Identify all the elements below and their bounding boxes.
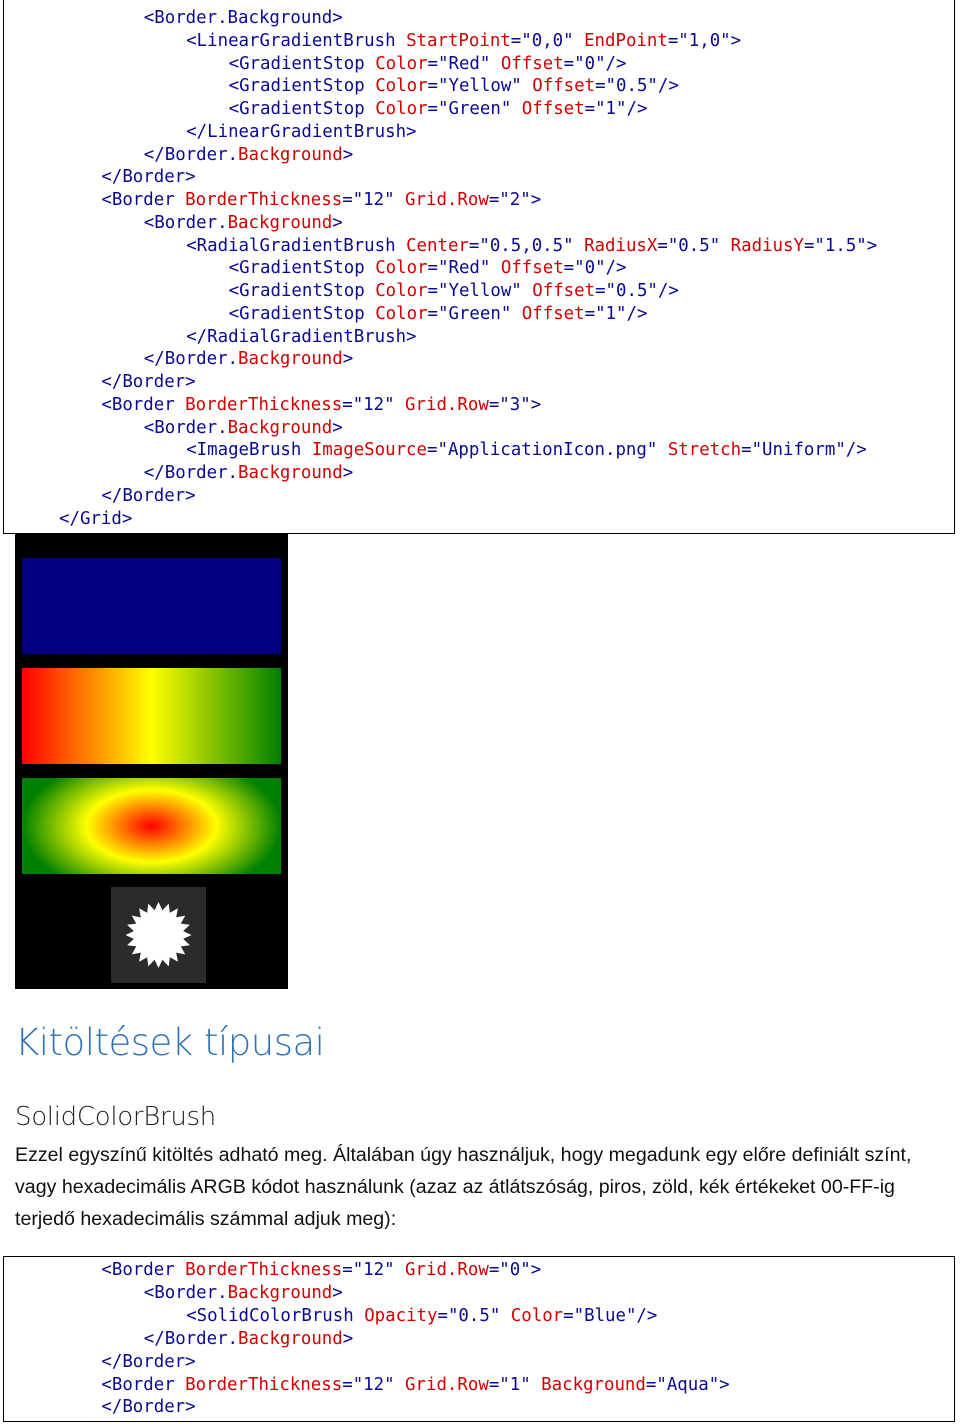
code-token: BorderThickness bbox=[185, 190, 343, 210]
phone-preview bbox=[15, 534, 288, 989]
linear-gradient-cell bbox=[22, 668, 281, 764]
code-token: Background bbox=[541, 1374, 646, 1395]
code-token: </Border. bbox=[143, 349, 239, 370]
sunburst-icon bbox=[111, 887, 206, 983]
code-token: > bbox=[342, 463, 354, 483]
code-token: Background bbox=[238, 144, 343, 165]
code-line bbox=[101, 371, 195, 393]
code-line bbox=[186, 439, 867, 461]
code-token: <Border.Background> bbox=[143, 8, 343, 28]
code-token: ="0"> bbox=[488, 1260, 542, 1280]
code-line bbox=[229, 303, 648, 325]
image-brush-cell bbox=[22, 886, 281, 982]
code-line bbox=[186, 326, 416, 348]
code-token: BorderThickness bbox=[185, 1260, 343, 1280]
code-token: </Border> bbox=[101, 167, 196, 188]
code-token: </Border> bbox=[101, 1397, 196, 1418]
code-line bbox=[144, 417, 343, 439]
code-token: > bbox=[332, 1282, 343, 1303]
code-token: <LinearGradientBrush bbox=[186, 30, 407, 51]
code-token: Background bbox=[238, 463, 343, 483]
code-line bbox=[186, 1305, 657, 1327]
code-token: </Border. bbox=[143, 144, 239, 165]
code-token: Opacity bbox=[364, 1305, 438, 1326]
code-token: ="1"/> bbox=[584, 99, 648, 119]
code-line bbox=[186, 30, 741, 52]
code-token: Offset bbox=[500, 53, 564, 74]
code-line bbox=[144, 1282, 343, 1304]
code-token: <Border bbox=[101, 394, 186, 415]
code-token: Offset bbox=[532, 281, 596, 301]
code-line bbox=[101, 189, 541, 211]
code-token: Color bbox=[375, 303, 428, 324]
code-token: <GradientStop bbox=[228, 99, 376, 119]
code-block-bottom bbox=[3, 1256, 955, 1422]
code-token: Color bbox=[375, 76, 428, 97]
code-token: <GradientStop bbox=[228, 76, 376, 97]
code-token: <Border bbox=[101, 1260, 186, 1280]
code-token: </RadialGradientBrush> bbox=[186, 326, 417, 347]
code-token: EndPoint bbox=[584, 30, 668, 51]
code-token: <Border. bbox=[143, 1282, 228, 1303]
code-token: </Border. bbox=[143, 463, 239, 483]
code-line bbox=[101, 1396, 195, 1418]
code-token: ="Uniform"/> bbox=[741, 440, 867, 461]
code-token: Background bbox=[238, 1328, 343, 1349]
code-token: <RadialGradientBrush bbox=[186, 235, 407, 256]
code-token: ="ApplicationIcon.png" bbox=[427, 440, 668, 461]
code-line bbox=[144, 144, 353, 166]
code-line bbox=[144, 348, 353, 370]
code-token: ="0.5,0.5" bbox=[468, 235, 585, 256]
code-token: Offset bbox=[500, 258, 564, 279]
code-token: </Border> bbox=[101, 485, 196, 506]
code-block-top bbox=[3, 0, 955, 534]
code-token: BorderThickness bbox=[185, 394, 343, 415]
code-token: ="0"/> bbox=[563, 258, 627, 279]
code-token: </Grid> bbox=[59, 508, 133, 529]
code-token: </Border. bbox=[143, 1328, 239, 1349]
code-line bbox=[144, 1328, 353, 1350]
code-token: <GradientStop bbox=[228, 303, 376, 324]
code-token: ="12" bbox=[342, 1260, 406, 1280]
code-token: ="Green" bbox=[427, 303, 522, 324]
code-token: </Border> bbox=[101, 1351, 196, 1372]
code-token: ="1.5"> bbox=[803, 235, 878, 256]
code-token: Grid.Row bbox=[405, 1374, 489, 1395]
code-line bbox=[101, 1351, 195, 1373]
code-token: </Border> bbox=[101, 372, 196, 392]
code-token: Background bbox=[227, 417, 333, 438]
radial-gradient-cell bbox=[22, 778, 281, 874]
code-token: <Border. bbox=[143, 417, 228, 438]
code-token: ="Green" bbox=[427, 99, 522, 119]
code-token: ="1"/> bbox=[584, 303, 648, 324]
code-token: <Border. bbox=[143, 212, 228, 233]
code-line bbox=[101, 1374, 729, 1396]
code-token: Color bbox=[375, 53, 428, 74]
code-line bbox=[229, 257, 627, 279]
code-token: ="1" bbox=[488, 1374, 542, 1395]
code-token: StartPoint bbox=[406, 30, 511, 51]
code-token: <GradientStop bbox=[228, 258, 376, 279]
code-token: Color bbox=[510, 1305, 564, 1326]
code-token: ="12" bbox=[342, 190, 406, 210]
code-token: > bbox=[332, 212, 343, 233]
code-token: Grid.Row bbox=[405, 190, 489, 210]
code-token: <SolidColorBrush bbox=[186, 1305, 365, 1326]
solid-color-cell bbox=[22, 558, 281, 654]
code-token: Offset bbox=[521, 303, 585, 324]
code-token: ="Yellow" bbox=[427, 281, 533, 301]
code-line bbox=[101, 394, 541, 416]
code-token: ="0.5"/> bbox=[595, 76, 679, 97]
code-token: ="3"> bbox=[488, 394, 542, 415]
code-token: Stretch bbox=[667, 440, 742, 461]
code-token: ="2"> bbox=[488, 190, 542, 210]
code-token: BorderThickness bbox=[185, 1374, 343, 1395]
code-line bbox=[144, 212, 343, 234]
code-token: Background bbox=[238, 349, 343, 370]
code-token: > bbox=[342, 349, 354, 370]
code-token: Background bbox=[227, 212, 333, 233]
code-token: ="12" bbox=[342, 1374, 406, 1395]
code-token: > bbox=[342, 1328, 354, 1349]
body-paragraph: Ezzel egyszínű kitöltés adható meg. Általában úgy használjuk, hogy megadunk egy előre definiált színt, vagy hexadecimális ARGB kódot használunk (azaz az átlátszóság, piros, zöld, kék értékeket 00-FF-ig terjedő hexadecimális számmal adjuk meg): bbox=[15, 1144, 912, 1230]
code-line bbox=[186, 235, 877, 257]
code-token: ="0"/> bbox=[563, 53, 627, 74]
code-token: Offset bbox=[521, 99, 585, 119]
code-token: ="12" bbox=[342, 394, 406, 415]
code-line bbox=[144, 7, 343, 29]
code-token: ="0,0" bbox=[510, 30, 585, 51]
code-token: RadiusY bbox=[730, 235, 804, 256]
code-line bbox=[229, 53, 627, 75]
code-token: ="0.5"/> bbox=[595, 281, 679, 301]
code-line bbox=[101, 1259, 541, 1281]
code-token: <Border bbox=[101, 1374, 186, 1395]
code-token: Color bbox=[375, 99, 428, 119]
code-line bbox=[101, 166, 195, 188]
code-token: RadiusX bbox=[584, 235, 658, 256]
code-token: > bbox=[332, 417, 343, 438]
section-title: Kitöltések típusai bbox=[15, 1021, 325, 1064]
code-token: <Border bbox=[101, 190, 186, 210]
code-token: ="0.5" bbox=[657, 235, 731, 256]
code-token: ="Red" bbox=[427, 258, 501, 279]
code-token: Color bbox=[375, 258, 428, 279]
subsection-title: SolidColorBrush bbox=[15, 1102, 216, 1132]
code-token: </LinearGradientBrush> bbox=[186, 121, 417, 142]
code-token: ImageSource bbox=[311, 440, 427, 461]
code-token: ="Blue"/> bbox=[563, 1305, 658, 1326]
code-token: > bbox=[342, 144, 354, 165]
code-token: <ImageBrush bbox=[186, 440, 312, 461]
application-icon bbox=[111, 887, 206, 983]
code-token: Background bbox=[227, 1282, 333, 1303]
code-token: ="Red" bbox=[427, 53, 501, 74]
code-line bbox=[229, 98, 648, 120]
code-token: ="Aqua"> bbox=[645, 1374, 730, 1395]
code-token: Grid.Row bbox=[405, 394, 489, 415]
code-token: ="0.5" bbox=[437, 1305, 511, 1326]
code-line bbox=[144, 462, 353, 484]
code-token: <GradientStop bbox=[228, 281, 376, 301]
code-token: Offset bbox=[532, 76, 596, 97]
code-line bbox=[186, 121, 416, 143]
code-token: Color bbox=[375, 281, 428, 301]
code-token: ="1,0"> bbox=[667, 30, 742, 51]
code-line bbox=[59, 508, 132, 530]
code-line bbox=[101, 485, 195, 507]
code-token: Grid.Row bbox=[405, 1260, 489, 1280]
code-token: ="Yellow" bbox=[427, 76, 533, 97]
code-line bbox=[229, 75, 679, 97]
code-token: <GradientStop bbox=[228, 53, 376, 74]
code-line bbox=[229, 280, 679, 302]
code-token: Center bbox=[406, 235, 469, 256]
